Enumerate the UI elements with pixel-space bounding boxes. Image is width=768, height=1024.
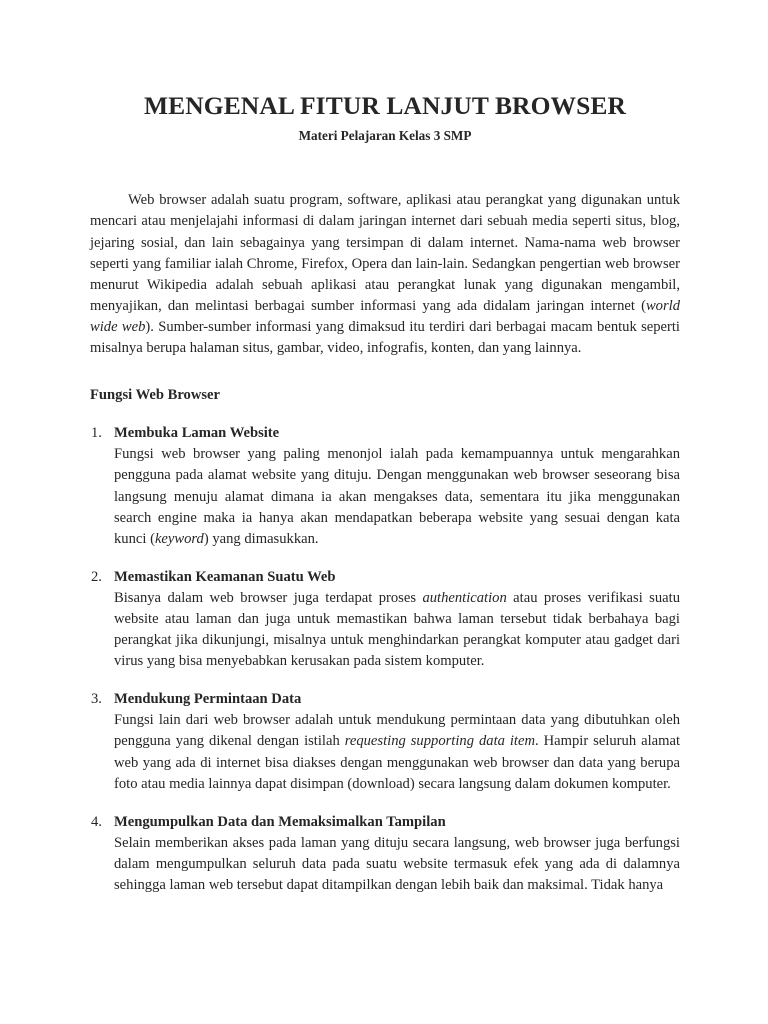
list-item-body <box>114 833 680 896</box>
functions-list <box>90 423 680 896</box>
page-subtitle: Materi Pelajaran Kelas 3 SMP <box>298 127 472 143</box>
body-italic-term: authentication <box>422 589 507 606</box>
list-item <box>90 689 680 794</box>
body-italic-term: keyword <box>154 530 204 547</box>
body-text-part-1: Bisanya dalam web browser juga terdapat proses <box>114 589 423 606</box>
list-item-number: 3. <box>91 691 102 708</box>
body-text-part-2: atau proses verifikasi suatu website atau laman dan juga untuk memastikan bahwa laman tersebut tidak berbahaya bagi perangkat jika dikunjungi, misalnya untuk menghindarkan perangkat komputer atau gadget dari virus yang bisa menyebabkan kerusakan pada sistem komputer. <box>114 589 680 670</box>
page-title: MENGENAL FITUR LANJUT BROWSER <box>143 91 627 120</box>
body-text-part-2: . Hampir seluruh alamat web yang ada di internet bisa diakses dengan menggunakan web browser dan data yang berupa foto atau media lainnya dapat disimpan (download) secara langsung dalam dokumen komputer. <box>114 733 680 792</box>
list-item-number: 1. <box>91 425 102 442</box>
list-item-number: 2. <box>91 568 102 585</box>
list-item-body <box>114 588 680 672</box>
list-item <box>90 423 680 550</box>
section-heading-fungsi-web-browser: Fungsi Web Browser <box>90 387 221 404</box>
list-item-title: Membuka Laman Website <box>114 425 280 442</box>
intro-paragraph <box>90 143 680 359</box>
list-item <box>90 567 680 672</box>
list-item-title: Mendukung Permintaan Data <box>114 691 302 708</box>
body-italic-term: requesting supporting data item <box>344 733 536 750</box>
intro-italic-term: world wide web <box>90 297 680 335</box>
list-item-title: Memastikan Keamanan Suatu Web <box>114 568 336 585</box>
list-item-title: Mengumpulkan Data dan Memaksimalkan Tampilan <box>114 813 446 830</box>
body-text-part-1: Fungsi lain dari web browser adalah untuk mendukung permintaan data yang dibutuhkan oleh pengguna yang dikenal dengan istilah <box>114 712 680 750</box>
list-item-number: 4. <box>91 813 102 830</box>
document-content <box>90 0 680 896</box>
intro-text-part-2: ). Sumber-sumber informasi yang dimaksud itu terdiri dari berbagai macam bentuk seperti misalnya berupa halaman situs, gambar, video, infografis, konten, dan yang lainnya. <box>90 318 680 357</box>
body-text-part-2: ) yang dimasukkan. <box>203 530 319 547</box>
body-text-part-1: Selain memberikan akses pada laman yang dituju secara langsung, web browser juga berfungsi dalam mengumpulkan seluruh data pada suatu website termasuk efek yang ada di dalamnya sehingga laman web tersebut dapat ditampilkan dengan lebih baik dan maksimal. Tidak hanya <box>114 834 680 894</box>
list-item-body <box>114 444 680 549</box>
list-item-body <box>114 710 680 794</box>
body-text-part-1: Fungsi web browser yang paling menonjol ialah pada kemampuannya untuk mengarahkan pengguna pada alamat website yang dituju. Dengan menggunakan web browser seseorang bisa langsung menuju alamat dimana ia akan mengakses data, sementara itu jika menggunakan search engine maka ia hanya akan mendapatkan beberapa website yang sesuai dengan kata kunci ( <box>114 446 680 547</box>
list-item <box>90 812 680 896</box>
intro-text-part-1: Web browser adalah suatu program, software, aplikasi atau perangkat yang digunakan untuk mencari atau menjelajahi informasi di dalam jaringan internet dari sebuah media seperti situs, blog, jejaring sosial, dan lain sebagainya yang tersimpan di dalam internet. Nama-nama web browser seperti yang familiar ialah Chrome, Firefox, Opera dan lain-lain. Sedangkan pengertian web browser menurut Wikipedia adalah sebuah aplikasi atau perangkat lunak yang digunakan mengambil, menyajikan, dan melintasi berbagai sumber informasi yang ada didalam jaringan internet ( <box>90 192 680 314</box>
